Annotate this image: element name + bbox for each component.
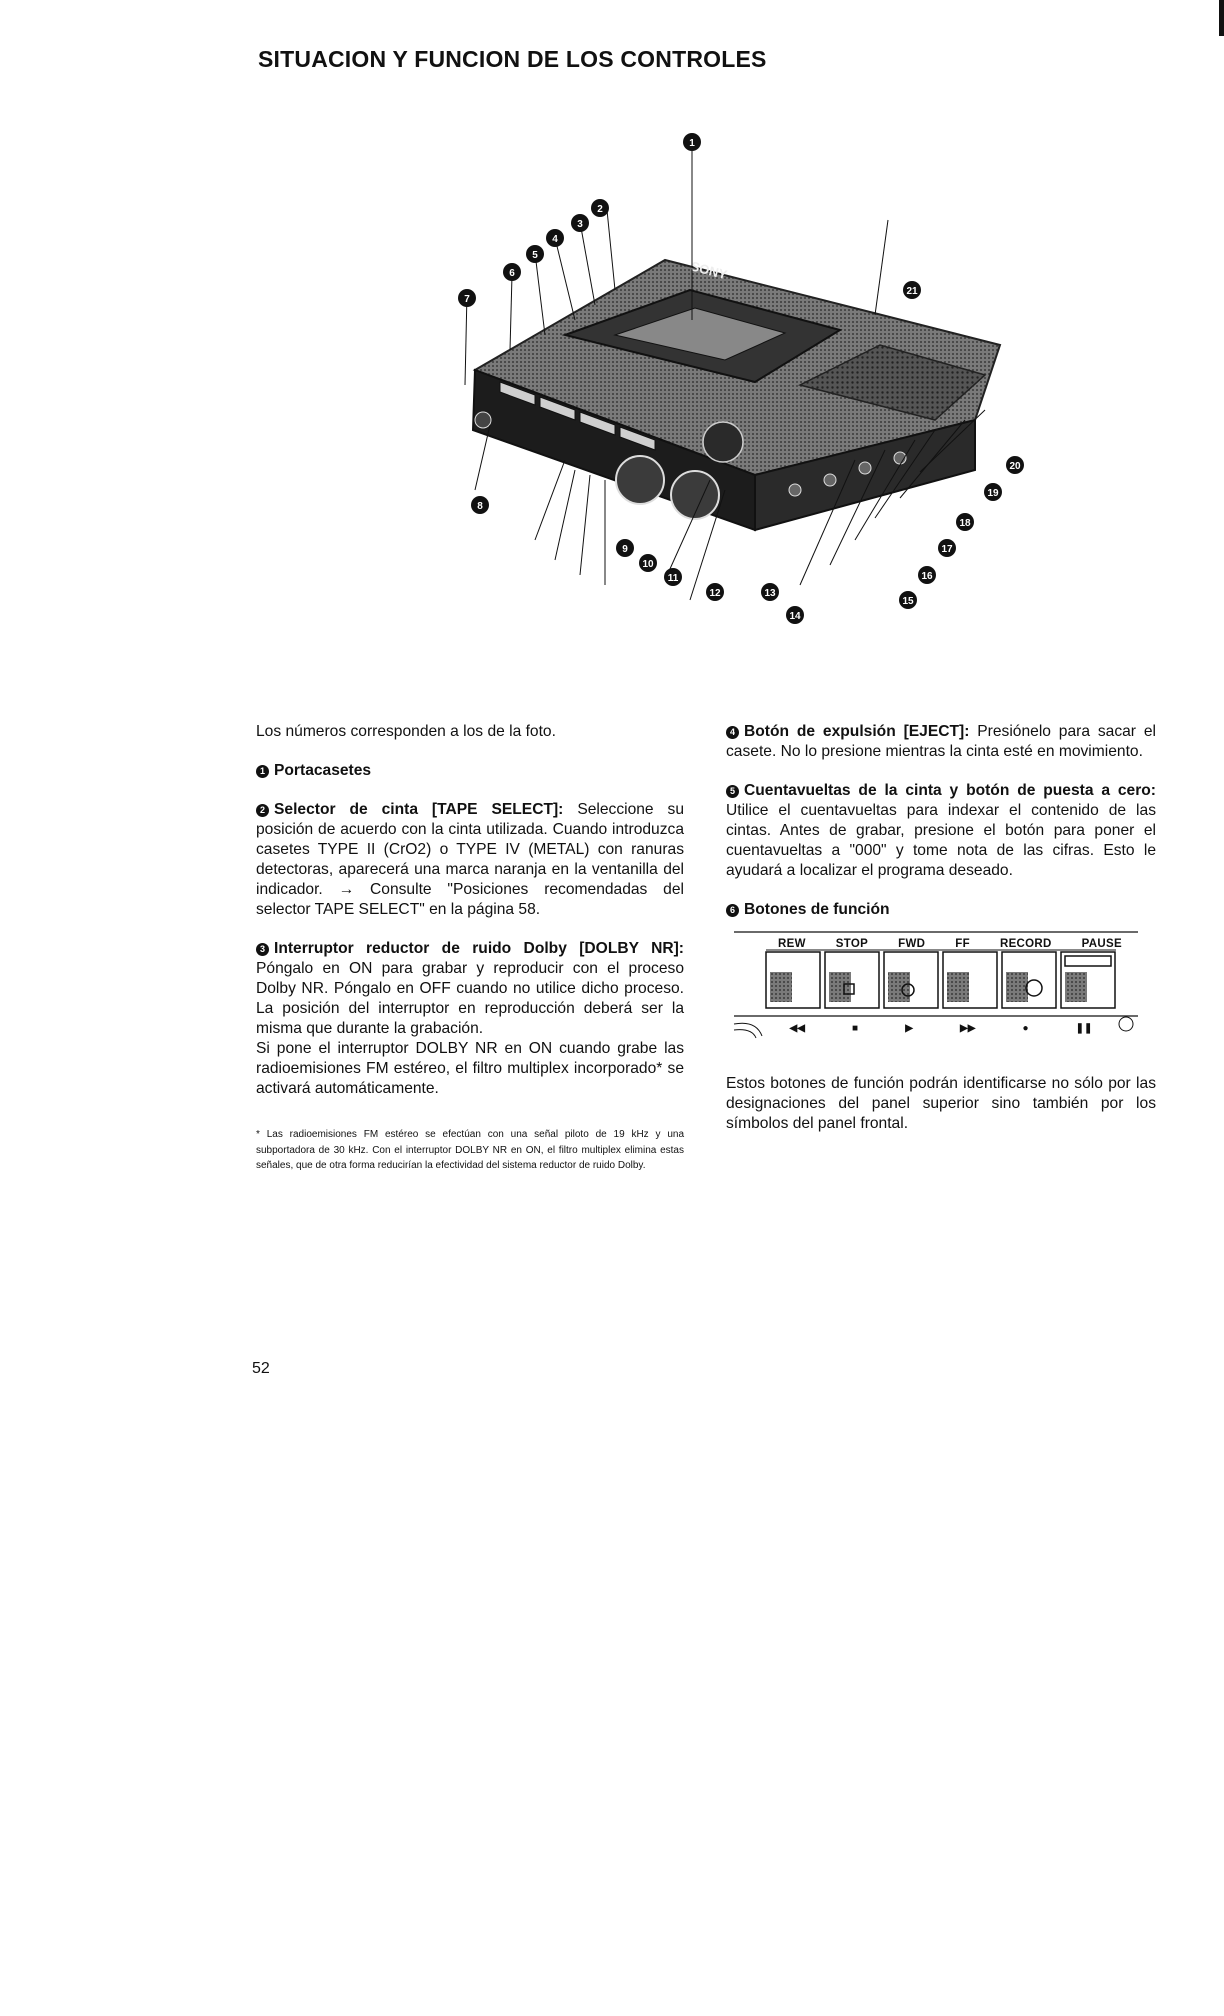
item-2-number: 2 bbox=[256, 804, 269, 817]
svg-text:20: 20 bbox=[1009, 461, 1021, 472]
label-ff: FF bbox=[955, 938, 970, 950]
pause-symbol: ❚❚ bbox=[1075, 1023, 1093, 1034]
callout-6 bbox=[503, 263, 521, 281]
callout-8 bbox=[471, 496, 489, 514]
callout-15 bbox=[899, 591, 917, 609]
footnote: * Las radioemisiones FM estéreo se efectúan con una señal piloto de 19 kHz y una subportadora de 30 kHz. Con el interruptor DOLBY NR en ON, el filtro multiplex elimina estas señales, que de otra forma reducirían la efectividad del sistema reductor de ruido Dolby. bbox=[256, 1129, 684, 1171]
callout-5 bbox=[526, 245, 544, 263]
right-level-knob bbox=[671, 471, 719, 519]
svg-text:15: 15 bbox=[902, 596, 914, 607]
item-3-text: Póngalo en ON para grabar y reproducir con el proceso Dolby NR. Póngalo en OFF cuando no utilice dicho proceso. La posición del interruptor en reproducción deberá ser la misma que durante la grabación. bbox=[256, 960, 684, 1037]
item-3-title: Interruptor reductor de ruido Dolby [DOLBY NR]: bbox=[274, 940, 684, 957]
svg-text:5: 5 bbox=[532, 250, 538, 261]
item-1-number: 1 bbox=[256, 765, 269, 778]
svg-text:14: 14 bbox=[789, 611, 801, 622]
callout-17 bbox=[938, 539, 956, 557]
callout-12 bbox=[706, 583, 724, 601]
item-4-title: Botón de expulsión [EJECT]: bbox=[744, 723, 970, 740]
item-2-title: Selector de cinta [TAPE SELECT]: bbox=[274, 801, 564, 818]
headphone-jack bbox=[475, 412, 491, 428]
label-rew: REW bbox=[778, 938, 806, 950]
callout-13 bbox=[761, 583, 779, 601]
left-column bbox=[256, 722, 684, 1193]
callout-10 bbox=[639, 554, 657, 572]
callout-21 bbox=[903, 281, 921, 299]
item-3-number: 3 bbox=[256, 943, 269, 956]
callout-18 bbox=[956, 513, 974, 531]
svg-text:12: 12 bbox=[709, 588, 721, 599]
item-2-text: Seleccione su posición de acuerdo con la cinta utilizada. Cuando introduzca casetes TYPE II (CrO2) o TYPE IV (METAL) con ranuras detectoras, aparecerá una marca naranja en la ventanilla del indicador. → Consulte "Posiciones recomendadas del selector TAPE SELECT" en la página 58. bbox=[256, 801, 685, 918]
svg-text:1: 1 bbox=[689, 138, 695, 149]
rew-symbol: ◀◀ bbox=[789, 1023, 805, 1034]
callout-3 bbox=[571, 214, 589, 232]
callout-7 bbox=[458, 289, 476, 307]
front-symbols bbox=[766, 1019, 1116, 1039]
callout-1 bbox=[683, 133, 701, 151]
label-record: RECORD bbox=[999, 938, 1052, 950]
svg-text:19: 19 bbox=[987, 488, 999, 499]
svg-text:8: 8 bbox=[477, 501, 483, 512]
item-6 bbox=[726, 900, 1156, 920]
left-level-knob bbox=[616, 456, 664, 504]
cassette-deck-figure bbox=[455, 120, 1055, 640]
svg-text:11: 11 bbox=[667, 573, 679, 584]
item-5-number: 5 bbox=[726, 785, 739, 798]
svg-text:3: 3 bbox=[577, 219, 583, 230]
right-column bbox=[726, 722, 1156, 1153]
item-5-text: Utilice el cuentavueltas para indexar el contenido de las cintas. Antes de grabar, presione el botón para poner el cuentavueltas a "000" y tome nota de las cifras. Esto le ayudará a localizar el programa deseado. bbox=[726, 802, 1156, 879]
svg-text:9: 9 bbox=[622, 544, 628, 555]
item-1-title: Portacasetes bbox=[274, 762, 372, 779]
item-1 bbox=[256, 761, 684, 781]
svg-text:7: 7 bbox=[464, 294, 470, 305]
speed-dial bbox=[703, 422, 743, 462]
callout-4 bbox=[546, 229, 564, 247]
svg-text:2: 2 bbox=[597, 204, 603, 215]
fwd-symbol: ▶ bbox=[905, 1023, 913, 1034]
svg-text:16: 16 bbox=[921, 571, 933, 582]
item-4 bbox=[726, 722, 1156, 762]
label-stop: STOP bbox=[835, 938, 869, 950]
callout-16 bbox=[918, 566, 936, 584]
svg-text:17: 17 bbox=[941, 544, 953, 555]
item-3-text-2: Si pone el interruptor DOLBY NR en ON cuando grabe las radioemisiones FM estéreo, el filtro multiplex incorporado* se activará automáticamente. bbox=[256, 1040, 684, 1097]
label-fwd: FWD bbox=[898, 938, 926, 950]
label-pause: PAUSE bbox=[1081, 938, 1122, 950]
page-title: SITUACION Y FUNCION DE LOS CONTROLES bbox=[258, 46, 767, 72]
svg-text:21: 21 bbox=[906, 286, 918, 297]
brand-logo: SONY bbox=[689, 258, 729, 283]
item-2 bbox=[256, 800, 684, 920]
page-edge-mark bbox=[1219, 0, 1224, 36]
item-3 bbox=[256, 939, 684, 1039]
callout-19 bbox=[984, 483, 1002, 501]
callout-20 bbox=[1006, 456, 1024, 474]
callout-11 bbox=[664, 568, 682, 586]
svg-text:6: 6 bbox=[509, 268, 515, 279]
function-buttons-diagram bbox=[726, 928, 1146, 1048]
callout-14 bbox=[786, 606, 804, 624]
item-5 bbox=[726, 781, 1156, 881]
callout-2 bbox=[591, 199, 609, 217]
svg-text:10: 10 bbox=[642, 559, 654, 570]
item-6-title: Botones de función bbox=[744, 901, 890, 918]
ff-symbol: ▶▶ bbox=[960, 1023, 976, 1034]
stop-symbol: ■ bbox=[852, 1023, 859, 1034]
svg-text:4: 4 bbox=[552, 234, 558, 245]
svg-text:13: 13 bbox=[764, 588, 776, 599]
item-5-title: Cuentavueltas de la cinta y botón de puesta a cero: bbox=[744, 782, 1156, 799]
item-4-text: Presiónelo para sacar el casete. No lo presione mientras la cinta esté en movimiento. bbox=[726, 723, 1156, 760]
item-4-number: 4 bbox=[726, 726, 739, 739]
function-buttons-caption: Estos botones de función podrán identificarse no sólo por las designaciones del panel superior sino también por los símbolos del panel frontal. bbox=[726, 1075, 1156, 1132]
page-number: 52 bbox=[252, 1360, 270, 1377]
item-6-number: 6 bbox=[726, 904, 739, 917]
callout-9 bbox=[616, 539, 634, 557]
record-symbol: ● bbox=[1022, 1023, 1029, 1034]
intro-text: Los números corresponden a los de la foto. bbox=[256, 723, 556, 740]
svg-text:18: 18 bbox=[959, 518, 971, 529]
